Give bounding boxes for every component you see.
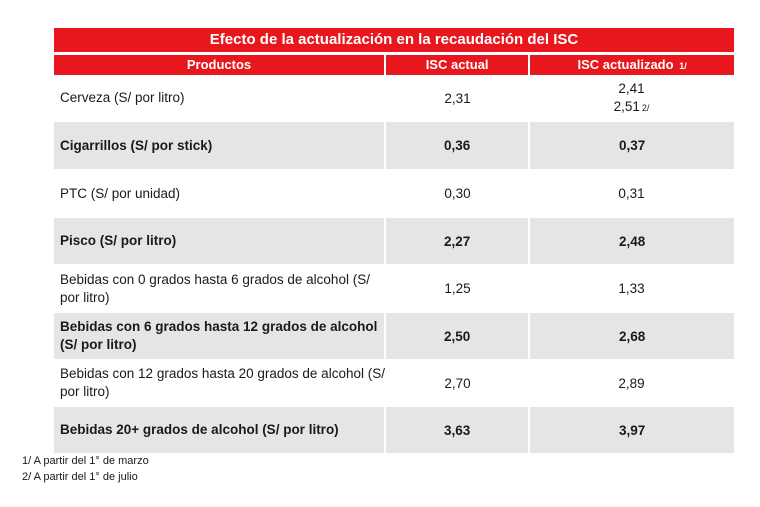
header-isc-updated-label: ISC actualizado [577, 57, 674, 72]
updated-cell: 1,33 [618, 281, 645, 296]
product-cell: Bebidas con 0 grados hasta 6 grados de alcohol (S/ por litro) [60, 271, 370, 305]
isc-table [54, 28, 734, 454]
table-row [54, 218, 734, 265]
current-cell: 3,63 [384, 407, 528, 453]
header-isc-updated-note: 1/ [679, 61, 687, 71]
current-cell: 2,31 [444, 90, 471, 106]
table-row [54, 122, 734, 170]
table-row [54, 265, 734, 313]
product-cell: Bebidas 20+ grados de alcohol (S/ por litro) [60, 422, 339, 437]
product-cell: Cigarrillos (S/ por stick) [60, 137, 213, 153]
updated-cell: 2,68 [528, 313, 734, 359]
footnote-2: 2/ A partir del 1° de julio [22, 471, 138, 483]
updated-value-second-number: 2,51 [613, 98, 640, 114]
table-row [54, 170, 734, 218]
table-header-row [54, 55, 734, 75]
updated-cell: 2,48 [528, 218, 734, 264]
product-cell: Cerveza (S/ por litro) [60, 90, 185, 105]
current-cell: 0,36 [384, 122, 528, 169]
table-row [54, 313, 734, 360]
table-row [54, 75, 734, 122]
current-cell: 2,50 [384, 313, 528, 359]
current-cell: 0,30 [444, 186, 471, 201]
updated-value-second [614, 98, 650, 117]
updated-cell [529, 75, 734, 121]
current-cell: 2,70 [444, 375, 471, 391]
updated-cell: 2,89 [618, 375, 645, 391]
footnote-1: 1/ A partir del 1° de marzo [22, 455, 149, 467]
product-cell: Pisco (S/ por litro) [60, 233, 177, 248]
table-row [54, 360, 734, 407]
current-cell: 2,27 [384, 218, 528, 264]
updated-value-second-note: 2/ [641, 102, 650, 113]
updated-cell: 3,97 [528, 407, 734, 453]
header-products: Productos [186, 57, 252, 72]
header-isc-current: ISC actual [384, 55, 528, 75]
product-cell: PTC (S/ por unidad) [60, 185, 181, 201]
current-cell: 1,25 [444, 281, 471, 296]
product-cell: Bebidas con 12 grados hasta 20 grados de alcohol (S/ por litro) [60, 366, 385, 399]
footnotes [22, 453, 149, 485]
header-isc-updated [528, 55, 734, 75]
updated-cell: 0,37 [528, 122, 734, 169]
table-row [54, 407, 734, 454]
product-cell: Bebidas con 6 grados hasta 12 grados de alcohol (S/ por litro) [60, 319, 378, 352]
table-title: Efecto de la actualización en la recaudación del ISC [54, 28, 734, 55]
updated-cell: 0,31 [618, 186, 645, 201]
updated-value: 2,41 [618, 80, 645, 96]
